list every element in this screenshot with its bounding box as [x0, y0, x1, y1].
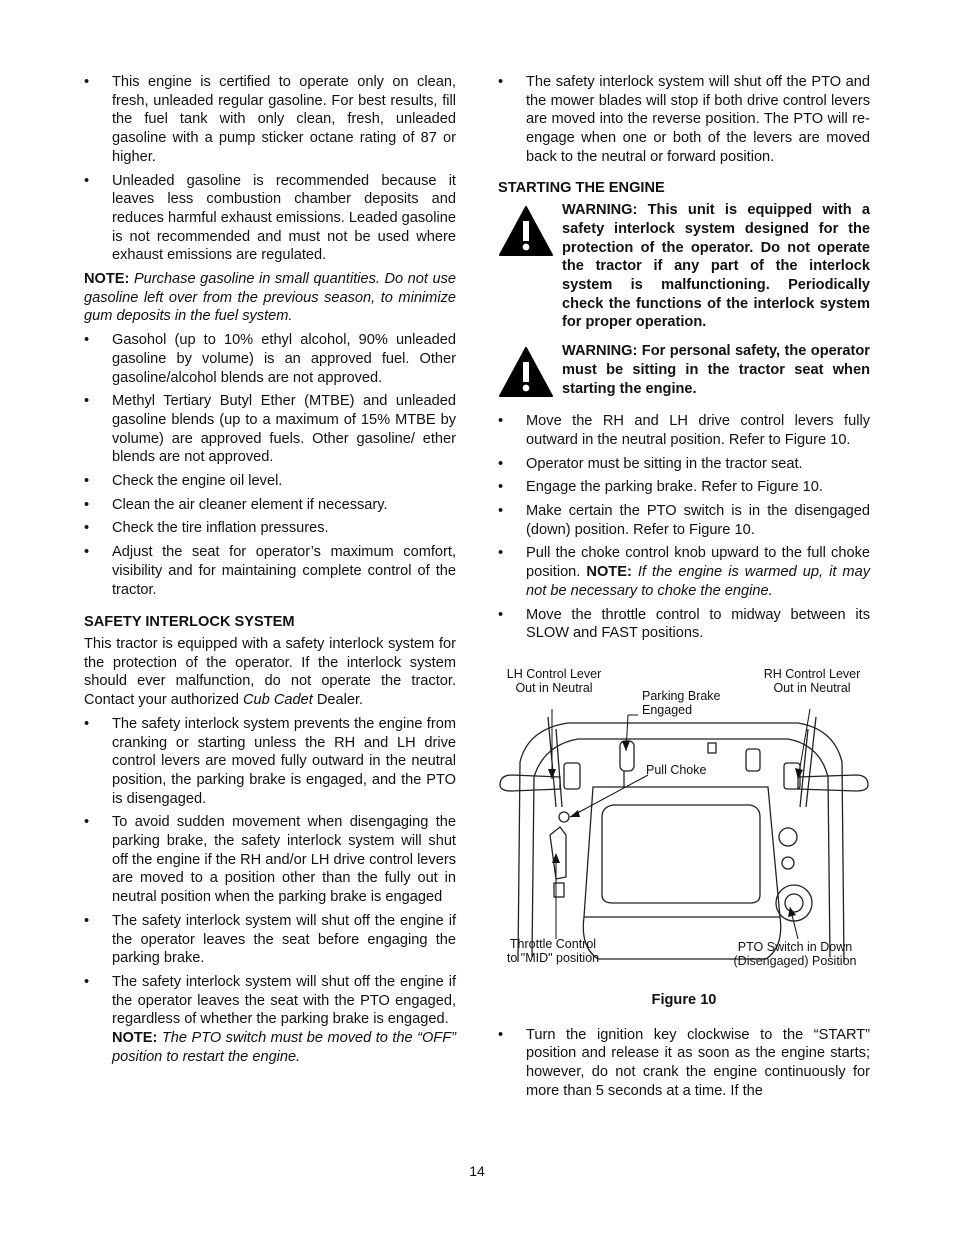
- intro-part-a: This tractor is equipped with a safety interlock system for the protection of the operator. If the interlock system should ever malfunction, do not operate the tractor. Contact your authorized: [84, 635, 456, 709]
- label-pto-switch: PTO Switch in Down (Disengaged) Position: [733, 939, 857, 968]
- heading-starting-engine: STARTING THE ENGINE: [498, 179, 665, 196]
- bullet-pto-disengaged: • Make certain the PTO switch is in the disengaged (down) position. Refer to Figure 10.: [498, 502, 870, 539]
- bullet-air-cleaner: • Clean the air cleaner element if necessary.: [84, 496, 456, 515]
- choke-note-label: NOTE:: [586, 564, 632, 581]
- page-number: 14: [469, 1163, 485, 1179]
- figure-caption: Figure 10: [651, 991, 717, 1008]
- bullet-mtbe: • Methyl Tertiary Butyl Ether (MTBE) and unleaded gasoline blends (up to a maximum of 15% MTBE by volume) are approved fuels. Other gasoline/ ether blends are not approved.: [84, 392, 456, 467]
- bullet-reverse: • The safety interlock system will shut off the PTO and the mower blades will stop if both drive control levers are moved into the reverse position. The PTO will re-engage when one or both of the levers are moved back to the neutral or forward position.: [498, 73, 870, 167]
- bullet-fuel-1: • This engine is certified to operate only on clean, fresh, unleaded regular gasoline. For best results, fill the fuel tank with only clean, fresh, unleaded gasoline with a pump sticker octane rating of 87 or higher.: [84, 73, 456, 167]
- brand-name: Cub Cadet: [243, 692, 313, 709]
- label-throttle-control: Throttle Control to "MID" position: [506, 936, 600, 965]
- bullet-ignition: • Turn the ignition key clockwise to the “START” position and release it as soon as the engine starts; however, do not crank the engine continuously for more than 5 seconds at a time. If the: [498, 1026, 870, 1101]
- bullet-levers-out: • Move the RH and LH drive control levers fully outward in the neutral position. Refer to Figure 10.: [498, 412, 870, 449]
- label-pull-choke: Pull Choke: [646, 762, 707, 777]
- label-lh-control-lever: LH Control Lever Out in Neutral: [506, 666, 602, 695]
- bullet-fuel-2: • Unleaded gasoline is recommended because it leaves less combustion chamber deposits and reduces harmful exhaust emissions. Leaded gasoline is not recommended and must not be used where exhaust emissions are regulated.: [84, 172, 456, 266]
- note-text-pto: The PTO switch must be moved to the “OFF” position to restart the engine.: [112, 1030, 456, 1065]
- bullet-interlock-4: [84, 973, 456, 1067]
- note-gasoline: [84, 270, 456, 326]
- note-text: Purchase gasoline in small quantities. Do not use gasoline left over from the previous season, to minimize gum deposits in the fuel system.: [84, 271, 457, 325]
- intro-part-b: Dealer.: [312, 692, 364, 709]
- warning-interlock: [498, 201, 870, 332]
- bullet-interlock-4-text: The safety interlock system will shut off the engine if the operator leaves the seat with the PTO engaged, regardless of whether the parking brake is engaged.: [112, 973, 456, 1028]
- label-rh-control-lever: RH Control Lever Out in Neutral: [763, 666, 861, 695]
- bullet-parking-brake: • Engage the parking brake. Refer to Figure 10.: [498, 478, 870, 497]
- warning-interlock-text: WARNING: This unit is equipped with a safety interlock system designed for the protection of the operator. Do not operate the tractor if any part of the interlock system is malfunctioning. Periodically check the functions of the interlock system for proper operation.: [562, 202, 870, 331]
- heading-safety-interlock: SAFETY INTERLOCK SYSTEM: [84, 614, 295, 631]
- note-label: NOTE:: [84, 271, 130, 288]
- bullet-operator-seated: • Operator must be sitting in the tractor seat.: [498, 455, 870, 474]
- warning-seat: [498, 342, 870, 398]
- bullet-choke: [498, 544, 870, 600]
- bullet-throttle: • Move the throttle control to midway between its SLOW and FAST positions.: [498, 606, 870, 643]
- bullet-interlock-3: • The safety interlock system will shut off the engine if the operator leaves the seat before engaging the parking brake.: [84, 912, 456, 968]
- bullet-interlock-1: • The safety interlock system prevents the engine from cranking or starting unless the RH and LH drive control levers are moved fully outward in the neutral position, the parking brake is engaged, and the PTO is disengaged.: [84, 715, 456, 809]
- figure-10: [498, 667, 870, 987]
- bullet-tires: • Check the tire inflation pressures.: [84, 519, 456, 538]
- note-label-pto: NOTE:: [112, 1030, 158, 1047]
- interlock-intro: [84, 635, 456, 710]
- bullet-oil: • Check the engine oil level.: [84, 472, 456, 491]
- bullet-interlock-2: • To avoid sudden movement when disengaging the parking brake, the safety interlock system will shut off the engine if the RH and/or LH drive control levers are moved to a position other than the fully out in neutral position when the parking brake is engaged: [84, 813, 456, 907]
- choke-note-text: If the engine is warmed up, it may not be necessary to choke the engine.: [526, 564, 870, 599]
- left-column: [84, 73, 456, 1066]
- label-parking-brake: Parking Brake Engaged: [642, 688, 721, 717]
- warning-triangle-icon: [498, 346, 554, 398]
- bullet-seat: • Adjust the seat for operator’s maximum comfort, visibility and for maintaining complete control of the tractor.: [84, 543, 456, 599]
- choke-text: Pull the choke control knob upward to the full choke position.: [526, 545, 870, 581]
- bullet-gasohol: • Gasohol (up to 10% ethyl alcohol, 90% unleaded gasoline by volume) is an approved fuel. Other gasoline/alcohol blends are not approved.: [84, 331, 456, 387]
- warning-seat-text: WARNING: For personal safety, the operator must be sitting in the tractor seat when starting the engine.: [562, 343, 870, 397]
- warning-triangle-icon: [498, 205, 554, 257]
- right-column: [498, 73, 870, 1106]
